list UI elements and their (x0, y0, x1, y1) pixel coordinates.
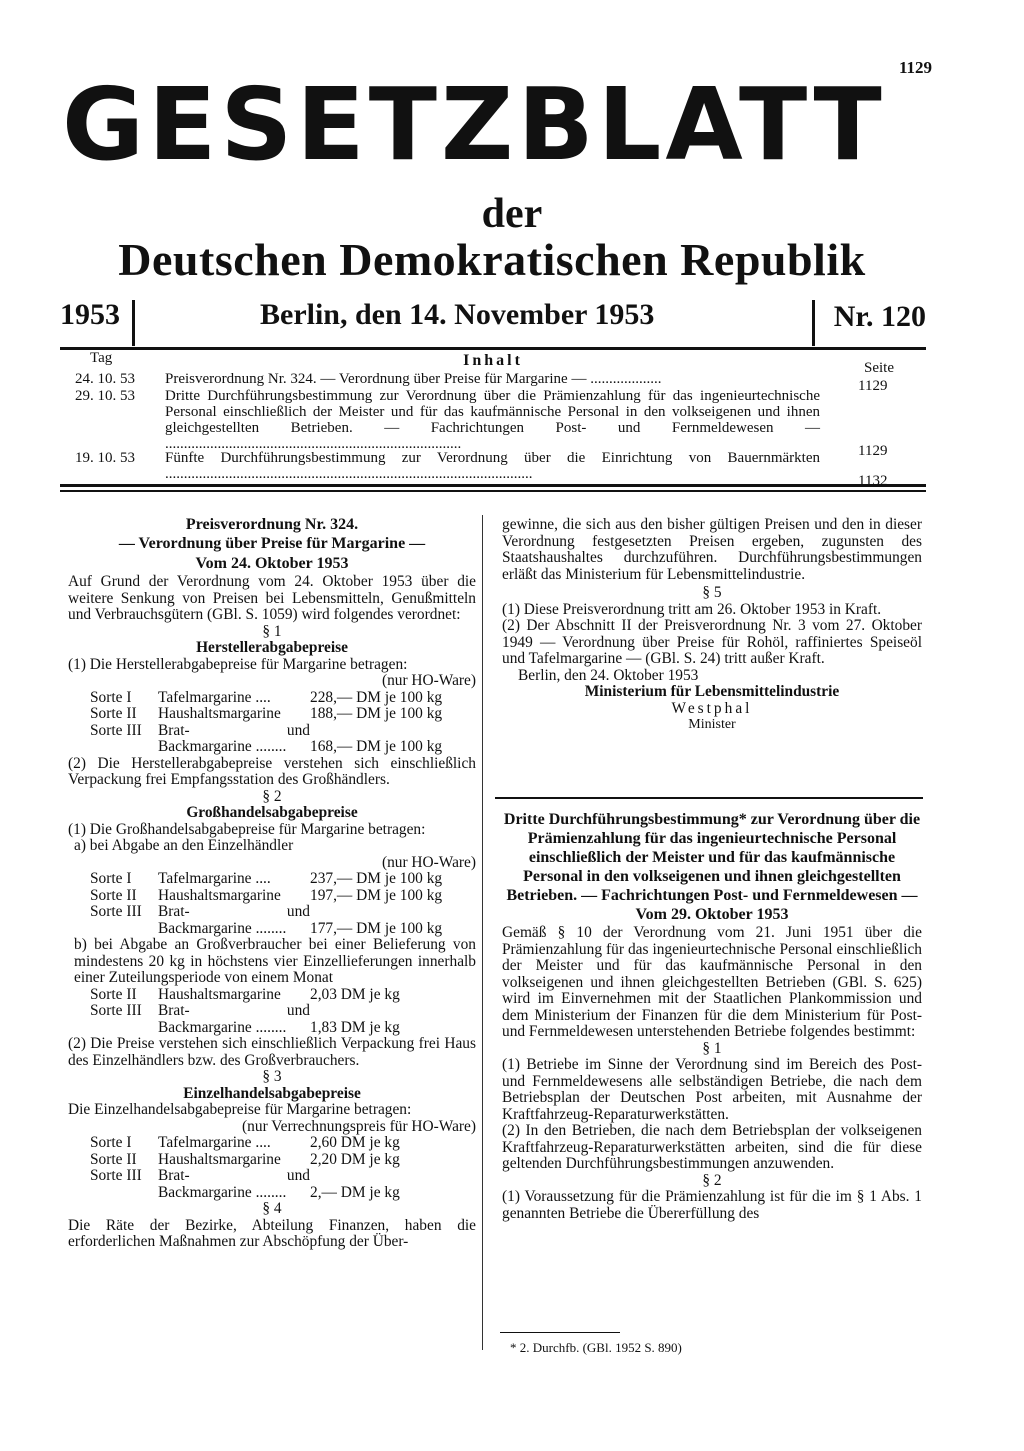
header-rule (60, 484, 926, 492)
masthead-republic: Deutschen Demokratischen Republik (118, 234, 866, 285)
price: 168,— DM je 100 kg (310, 738, 443, 755)
section-heading: Einzelhandelsabgabepreise (183, 1084, 361, 1102)
product: Brat- und Backmargarine ........ (158, 721, 310, 755)
toc-date: 24. 10. 53 (75, 371, 135, 387)
toc-entry: Preisverordnung Nr. 324. — Verordnung über Preise für Margarine — ................... (165, 371, 662, 387)
paragraph: (2) Der Abschnitt II der Preisverordnung Nr. 3 vom 27. Oktober 1949 — Verordnung über Preise für Rohöl, raffiniertes Speiseöl und Tafelmargarine — (GBl. S. 24) tritt außer Kraft. (502, 617, 922, 667)
paragraph: (1) Voraussetzung für die Prämienzahlung ist für die im § 1 Abs. 1 genannten Betriebe die Übererfüllung des (502, 1188, 922, 1222)
section-separator (495, 797, 923, 799)
section-number: § 1 (262, 622, 282, 640)
decree-date: Vom 24. Oktober 1953 (195, 555, 349, 572)
toc-date: 19. 10. 53 (75, 450, 135, 466)
section-number: § 2 (702, 1171, 722, 1189)
price-row (68, 1168, 476, 1201)
issue-bar (60, 298, 926, 350)
footnote: * 2. Durchfb. (GBl. 1952 S. 890) (510, 1340, 682, 1355)
right-column-lower (502, 810, 922, 1222)
product: Brat- und Backmargarine ........ (158, 903, 310, 937)
divider (812, 300, 815, 346)
price-row (68, 690, 476, 707)
signer-role: Minister (688, 717, 736, 732)
price: 237,— DM je 100 kg (310, 870, 443, 887)
section-number: § 2 (262, 787, 282, 805)
decree-title: Preisverordnung Nr. 324. (185, 516, 359, 533)
price: 2,03 DM je kg (310, 985, 400, 1003)
price-row (68, 723, 476, 756)
paragraph: Die Räte der Bezirke, Abteilung Finanzen, haben die erforderlichen Maßnahmen zur Abschöpfung der Über- (68, 1216, 476, 1250)
price: 228,— DM je 100 kg (310, 688, 443, 706)
decree-title: Dritte Durchführungsbestimmung* zur Verordnung über die Prämienzahlung für das ingenieurtechnische Personal einschließlich der Meister und für das kaufmännische Personal in den volkseigenen und ihnen gleichgestellten Betrieben. — Fachrichtungen Post- und Fernmeldewesen — (503, 811, 921, 904)
toc-entry: Fünfte Durchführungsbestimmung zur Verordnung über die Einrichtung von Bauernmärkten .................................................................................................. (165, 450, 820, 482)
sorte: Sorte II (90, 1150, 137, 1168)
price: 2,60 DM je kg (310, 1134, 400, 1151)
product: Haushaltsmargarine (158, 705, 281, 722)
signer-name: Westphal (671, 699, 753, 717)
note: (nur HO-Ware) (381, 672, 476, 689)
price-row (68, 1135, 476, 1152)
product: Haushaltsmargarine (158, 985, 281, 1003)
price-row (68, 1003, 476, 1036)
product: Tafelmargarine .... (158, 688, 271, 706)
paragraph: (1) Die Großhandelsabgabepreise für Margarine betragen: (68, 820, 426, 838)
price: 197,— DM je 100 kg (310, 886, 443, 904)
toc-tag-label: Tag (90, 350, 113, 366)
price: 188,— DM je 100 kg (310, 705, 443, 722)
price-row (68, 904, 476, 937)
section-number: § 1 (702, 1039, 722, 1057)
paragraph: (2) In den Betrieben, die nach dem Betriebsplan der volkseigenen Kraftfahrzeug-Reparaturwerkstätten arbeiten, sind die für diese geltenden Durchführungsbestimmungen anzuwenden. (502, 1122, 922, 1172)
section-number: § 5 (702, 584, 722, 601)
sorte: Sorte III (90, 1002, 142, 1019)
footnote-rule (500, 1332, 620, 1333)
toc-page: 1132 (858, 473, 888, 489)
paragraph: (2) Die Herstellerabgabepreise verstehen sich einschließlich Verpackung frei Empfangsstation des Großhändlers. (68, 754, 476, 788)
paragraph: (1) Betriebe im Sinne der Verordnung sind im Bereich des Post- und Fernmeldewesens alle selbständigen Betriebe, die nach dem Betriebsplan der Deutschen Post arbeiten, mit Ausnahme der Kraftfahrzeug-Reparaturwerkstätten. (502, 1056, 922, 1123)
price: 2,20 DM je kg (310, 1150, 400, 1168)
sorte: Sorte II (90, 705, 137, 722)
intro-paragraph: Gemäß § 10 der Verordnung vom 21. Juni 1951 über die Prämienzahlung für das ingenieurtechnische Personal einschließlich der Meister und für das kaufmännische Personal in den volkseigenen und ihnen gleichgestellten Betrieben (GBl. S. 625) wird im Einvernehmen mit der Staatlichen Plankommission und dem Ministerium der Finanzen für die dem Ministerium für Post- und Fernmeldewesen unterstehenden Betriebe folgendes bestimmt: (502, 924, 922, 1040)
sorte: Sorte II (90, 886, 137, 904)
decree-date: Vom 29. Oktober 1953 (635, 906, 789, 923)
left-column (68, 515, 476, 1251)
toc-page: 1129 (858, 378, 888, 394)
section-heading: Herstellerabgabepreise (196, 639, 348, 656)
price-row (68, 1152, 476, 1169)
paragraph: gewinne, die sich aus den bisher gültigen Preisen und den in dieser Verordnung festgesetzten Preisen ergeben, zugunsten des Staatshaushaltes durchzuführen. Durchführungsbestimmungen erläßt das Ministerium für Lebensmittelindustrie. (502, 516, 922, 583)
product: Brat- und Backmargarine ........ (158, 1002, 310, 1036)
right-column (502, 517, 922, 734)
paragraph: Die Einzelhandelsabgabepreise für Margarine betragen: (68, 1101, 412, 1118)
toc-title: Inhalt (463, 352, 523, 369)
column-divider (482, 515, 483, 1350)
masthead-der: der (481, 191, 543, 237)
section-number: § 4 (262, 1200, 282, 1217)
price-row (68, 706, 476, 723)
issue-date: Berlin, den 14. November 1953 (260, 298, 655, 331)
price: 1,83 DM je kg (310, 1018, 400, 1036)
decree-subtitle: — Verordnung über Preise für Margarine — (118, 535, 426, 552)
paragraph: (2) Die Preise verstehen sich einschließlich Verpackung frei Haus des Einzelhändlers bzw. des Großverbrauchers. (68, 1035, 476, 1069)
sorte: Sorte I (90, 1134, 132, 1151)
price-row (68, 987, 476, 1004)
subpoint: b) bei Abgabe an Großverbraucher bei einer Belieferung von mindestens 20 kg in höchstens vier Einzellieferungen innerhalb einer Zuteilungsperiode von einem Monat (74, 936, 476, 986)
sorte: Sorte III (90, 1167, 142, 1184)
page-number: 1129 (898, 58, 932, 77)
toc-page: 1129 (858, 443, 888, 459)
sorte: Sorte III (90, 721, 142, 739)
sorte: Sorte III (90, 903, 142, 920)
section-heading: Großhandelsabgabepreise (186, 804, 358, 821)
price-row (68, 888, 476, 905)
toc-entry: Dritte Durchführungsbestimmung zur Verordnung über die Prämienzahlung für das ingenieurtechnische Personal einschließlich der Meister und für das kaufmännische Personal in den volkseigenen und ihnen gleichgestellten Betrieben. — Fachrichtungen Post- und Fernmeldewesen — ............................................................................... (165, 388, 820, 452)
ministry-name: Ministerium für Lebensmittelindustrie (584, 683, 840, 700)
sorte: Sorte I (90, 870, 132, 887)
paragraph: (1) Diese Preisverordnung tritt am 26. Oktober 1953 in Kraft. (502, 600, 882, 618)
product: Tafelmargarine .... (158, 1134, 271, 1151)
masthead-title: GESETZBLATT (62, 66, 886, 183)
product: Haushaltsmargarine (158, 886, 281, 904)
note: (nur HO-Ware) (381, 853, 476, 871)
paragraph: (1) Die Herstellerabgabepreise für Margarine betragen: (68, 655, 408, 673)
product: Brat- und Backmargarine ........ (158, 1167, 310, 1201)
price: 177,— DM je 100 kg (310, 919, 443, 937)
toc-date: 29. 10. 53 (75, 388, 135, 404)
price-row (68, 871, 476, 888)
divider (132, 300, 135, 346)
price: 2,— DM je kg (310, 1183, 400, 1201)
issue-number: Nr. 120 (833, 300, 926, 333)
note: (nur Verrechnungspreis für HO-Ware) (242, 1117, 476, 1135)
sorte: Sorte II (90, 985, 137, 1003)
intro-paragraph: Auf Grund der Verordnung vom 24. Oktober 1953 über die weitere Senkung von Preisen bei Lebensmitteln, Genußmitteln und Verbrauchsgütern (GBl. S. 1059) wird folgendes verordnet: (68, 573, 476, 623)
sorte: Sorte I (90, 688, 132, 706)
toc-seite-label: Seite (864, 360, 894, 376)
place-date: Berlin, den 24. Oktober 1953 (518, 666, 699, 684)
product: Haushaltsmargarine (158, 1150, 281, 1168)
section-number: § 3 (262, 1068, 282, 1085)
issue-year: 1953 (60, 298, 120, 331)
subpoint: a) bei Abgabe an den Einzelhändler (74, 837, 294, 854)
product: Tafelmargarine .... (158, 870, 271, 887)
